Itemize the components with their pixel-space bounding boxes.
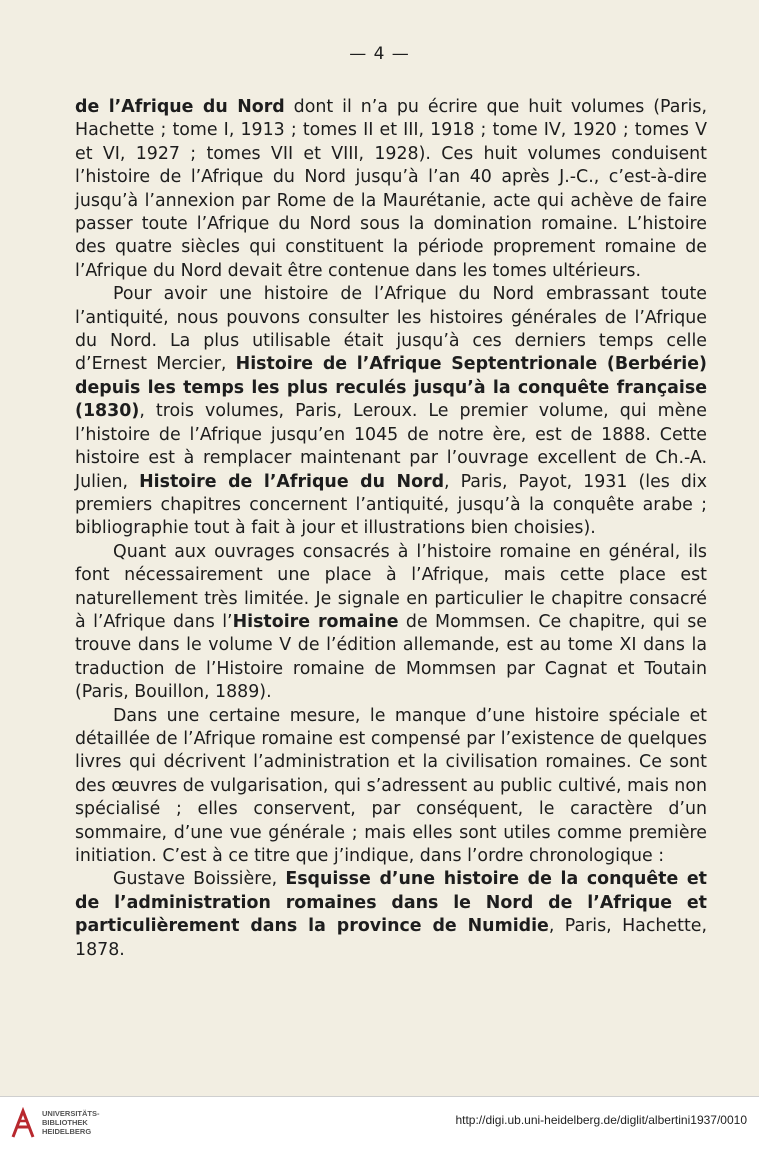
- bold-title: Histoire de l’Afrique Septentrionale (Berbérie) depuis les temps les plus reculés jusqu’à la conquête française (1830): [75, 354, 707, 422]
- text-run: , Paris, Payot, 1931 (les dix premiers chapitres concernent l’antiquité, jusqu’à la conquête arabe ; bibliographie tout à fait à jour et illustrations bien choisies).: [75, 471, 707, 539]
- text-run: Gustave Boissière,: [113, 869, 286, 890]
- university-library-logo-icon: [10, 1107, 36, 1139]
- bold-title: Histoire de l’Afrique du Nord: [139, 471, 445, 492]
- bold-title: Esquisse d’une histoire de la conquête et de l’administration romaines dans le Nord de l’Afrique et particulièrement dans la province de Numidie: [75, 869, 707, 937]
- library-name-line: BIBLIOTHEK: [42, 1118, 88, 1127]
- library-name-line: HEIDELBERG: [42, 1127, 92, 1136]
- text-run: Dans une certaine mesure, le manque d’une histoire spéciale et détaillée de l’Afrique romaine est compensé par l’existence de quelques livres qui décrivent l’administration et la civilisation romaines. Ce sont des œuvres de vulgarisation, qui s’adressent au public cultivé, mais non spécialisé ; elles conservent, par conséquent, le caractère d’un sommaire, d’une vue générale ; mais elles sont utiles comme première initiation. C’est à ce titre que j’indique, dans l’ordre chronologique :: [75, 705, 707, 866]
- permalink-url[interactable]: http://digi.ub.uni-heidelberg.de/diglit/albertini1937/0010: [455, 1113, 747, 1127]
- body-text: [75, 96, 707, 962]
- bold-title: Histoire romaine: [232, 611, 399, 632]
- text-run: , Paris, Hachette, 1878.: [75, 916, 707, 960]
- paragraph: [75, 541, 707, 705]
- bold-title: de l’Afrique du Nord: [75, 97, 285, 117]
- text-run: dont il n’a pu écrire que huit volumes (Paris, Hachette ; tome I, 1913 ; tomes II et III, 1918 ; tome IV, 1920 ; tomes V et VI, 1927 ; tomes VII et VIII, 1928). Ces huit volumes conduisent l’histoire de l’Afrique du Nord jusqu’à l’an 40 après J.-C., c’est-à-dire jusqu’à l’annexion par Rome de la Maurétanie, acte qui achève de faire passer toute l’Afrique du Nord sous la domination romaine. L’histoire des quatre siècles qui constituent la période proprement romaine de l’Afrique du Nord devait être contenue dans les tomes ultérieurs.: [75, 97, 707, 281]
- library-name: [42, 1109, 100, 1136]
- paragraph: [75, 96, 707, 283]
- paragraph: [75, 868, 707, 962]
- text-run: , trois volumes, Paris, Leroux. Le premier volume, qui mène l’histoire de l’Afrique jusqu’en 1045 de notre ère, est de 1888. Cette histoire est à remplacer maintenant par l’ouvrage excellent de Ch.-A. Julien,: [75, 401, 707, 492]
- text-run: Quant aux ouvrages consacrés à l’histoire romaine en général, ils font nécessairement une place à l’Afrique, mais cette place est naturellement très limitée. Je signale en particulier le chapitre consacré à l’Afrique dans l’: [75, 541, 707, 632]
- library-name-line: UNIVERSITÄTS-: [42, 1109, 100, 1118]
- text-run: de Mommsen. Ce chapitre, qui se trouve dans le volume V de l’édition allemande, est au tome XI dans la traduction de l’Histoire romaine de Mommsen par Cagnat et Toutain (Paris, Bouillon, 1889).: [75, 611, 707, 703]
- viewer-footer: [0, 1096, 759, 1151]
- paragraph: [75, 283, 707, 540]
- text-run: Pour avoir une histoire de l’Afrique du Nord embrassant toute l’antiquité, nous pouvons consulter les histoires générales de l’Afrique du Nord. La plus utilisable était jusqu’à ces derniers temps celle d’Ernest Mercier,: [75, 284, 707, 375]
- page-number: — 4 —: [349, 44, 410, 64]
- paragraph: [75, 705, 707, 869]
